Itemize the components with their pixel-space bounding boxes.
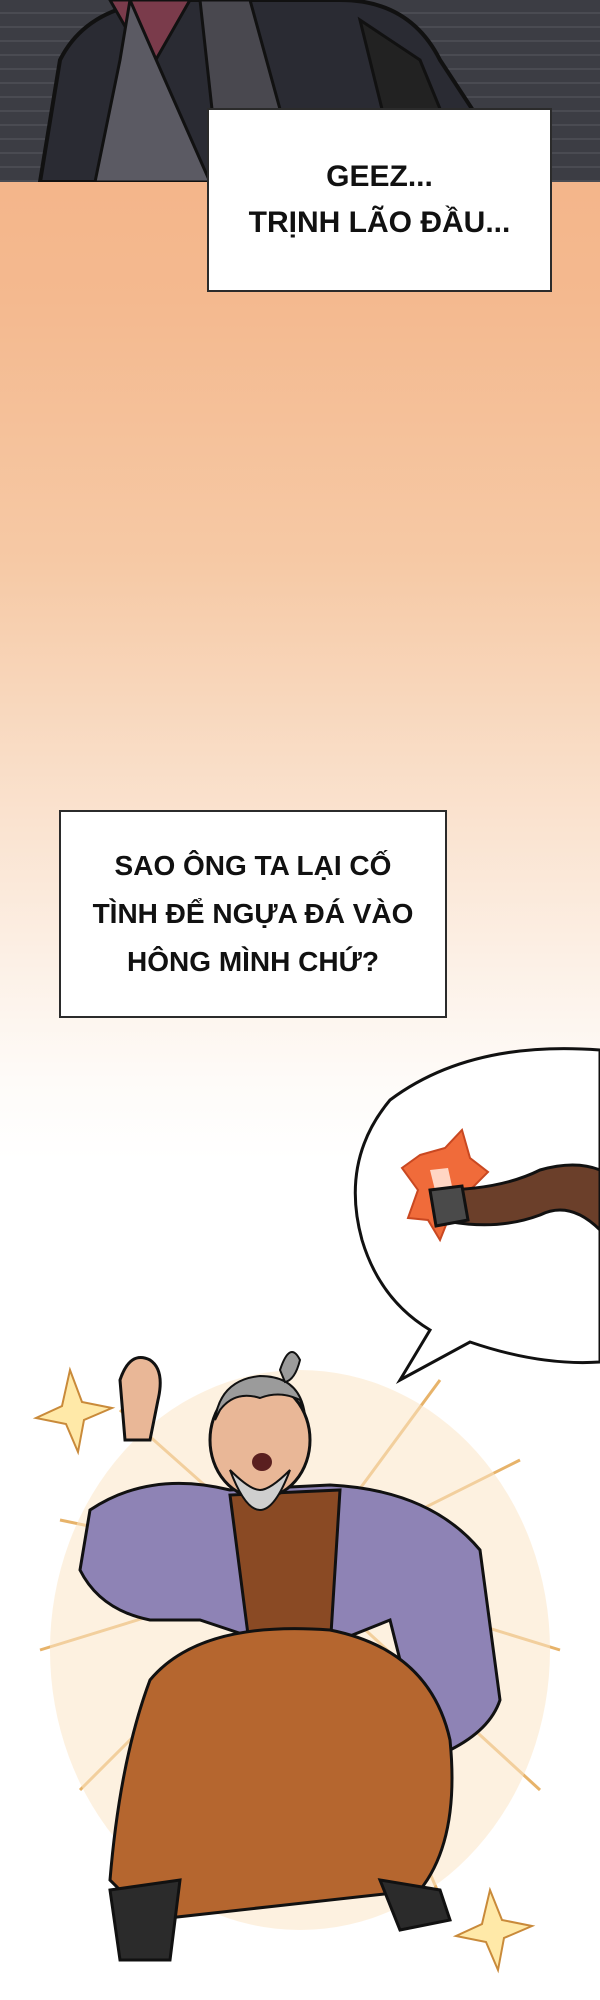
sparkle-icon: [456, 1890, 532, 1970]
shoe: [110, 1880, 180, 1960]
sparkle-icon: [36, 1370, 112, 1452]
old-man-scene: [0, 1320, 600, 2000]
caption-line: HÔNG MÌNH CHỨ?: [127, 946, 379, 977]
caption-box-middle: [59, 810, 447, 1018]
open-mouth: [252, 1453, 272, 1471]
caption-line: GEEZ...: [326, 160, 433, 193]
caption-line: TÌNH ĐỂ NGỰA ĐÁ VÀO: [92, 898, 414, 929]
caption-line: SAO ÔNG TA LẠI CỐ: [114, 850, 392, 881]
hoof-icon: [430, 1186, 468, 1226]
brown-robe-skirt: [110, 1629, 452, 1920]
inner-robe: [230, 1490, 340, 1650]
caption-line: TRỊNH LÃO ĐẦU...: [248, 206, 511, 239]
shoe: [380, 1880, 450, 1930]
caption-box-top: [207, 108, 552, 292]
